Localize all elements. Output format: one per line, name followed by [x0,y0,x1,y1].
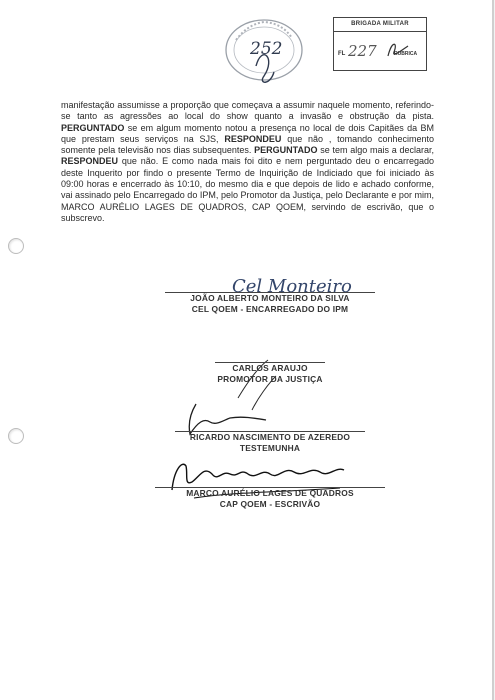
signature-block-testemunha [120,431,420,454]
stamp-rubrica-label: RUBRICA [394,51,418,57]
signer-name: RICARDO NASCIMENTO DE AZEREDO [189,432,351,442]
text-segment: que não. E como nada mais foi dito e nem perguntado deu o encarregado deste Inquerito por findo o presente Termo de Inquirição de Indiciado que foi iniciado às 09:00 horas e encerrado às 10:10, do mesmo dia e que depois de lido e achado conforme, vai assinado pelo Encarregado do IPM, pelo Promotor da Justiça, pelo Declarante e por mim, MARCO AURÉLIO LAGES DE QUADROS, CAP QOEM, servindo de escrivão, que o subscrevo. [61,156,434,223]
stamp-page-number: 227 [348,42,377,60]
punch-hole [8,238,24,254]
signature-block-encarregado [120,292,420,315]
stamp-header: BRIGADA MILITAR [334,18,426,32]
text-segment: se tem algo mais a declarar, [320,145,434,156]
keyword-perguntado: PERGUNTADO [254,145,318,156]
signer-name: JOÃO ALBERTO MONTEIRO DA SILVA [190,293,350,303]
svg-text:252: 252 [250,39,283,59]
signer-name: CARLOS ARAUJO [232,363,308,373]
brigada-militar-stamp [333,17,427,71]
keyword-respondeu: RESPONDEU [224,133,282,144]
keyword-perguntado: PERGUNTADO [61,122,125,133]
testimony-text [61,100,434,224]
text-segment: se em algum momento notou a presença no local de dois Capitães da BM que prestam seus serviços na SJS, [61,122,434,144]
official-seal [218,14,310,94]
svg-text:Cel Monteiro: Cel Monteiro [232,276,352,297]
signer-name: MARCO AURÉLIO LAGES DE QUADROS [186,488,354,498]
signature-block-escrivao [120,487,420,510]
stamp-fl-label: FL [338,51,346,57]
rubrica-signature [382,38,412,60]
punch-hole [8,428,24,444]
text-segment: manifestação assumisse a proporção que começava a assumir naquele momento, referindo-se tanto as agressões ao local do show quanto a invasão e obstrução da pista. [61,100,434,122]
signature-block-promotor [120,362,420,385]
signer-role: TESTEMUNHA [239,443,301,453]
signer-role: CAP QOEM - ESCRIVÃO [219,499,321,509]
text-segment: que não , tomando conhecimento somente pela televisão nos dias subsequentes. [61,133,434,156]
signer-role: CEL QOEM - ENCARREGADO DO IPM [191,304,349,314]
signer-role: PROMOTOR DA JUSTIÇA [217,374,323,384]
keyword-respondeu: RESPONDEU [61,156,119,167]
